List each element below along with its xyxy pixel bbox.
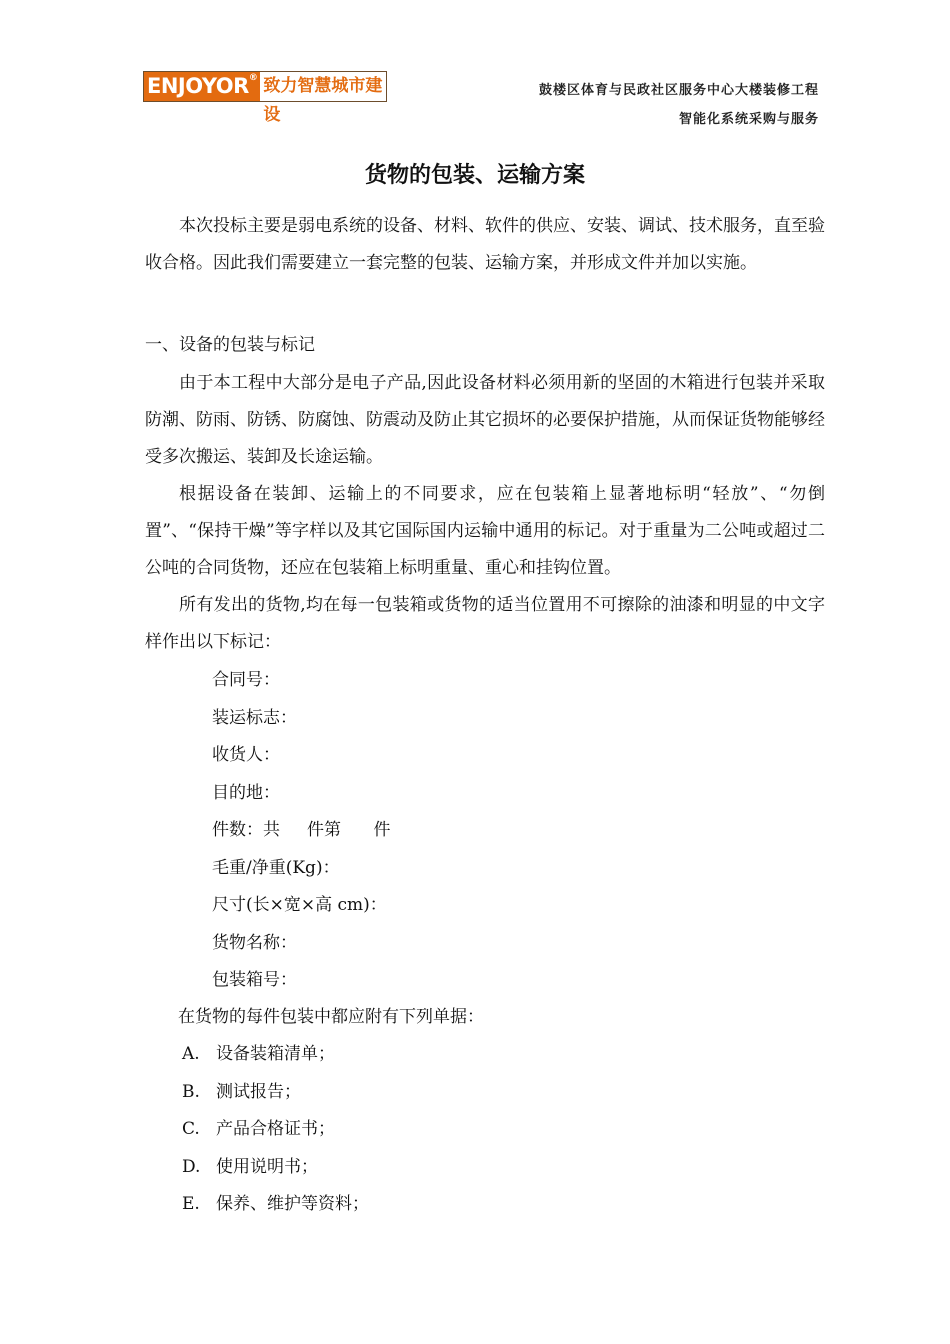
marking-paragraph: 根据设备在装卸、运输上的不同要求，应在包装箱上显著地标明“轻放”、“勿倒置”、“保持干燥”等字样以及其它国际国内运输中通用的标记。对于重量为二公吨或超过二公吨的合同货物，还应在包装箱上标明重量、重心和挂钩位置。 bbox=[145, 484, 825, 578]
list-item-text: 保养、维护等资料； bbox=[216, 1194, 369, 1214]
marking-field: 尺寸(长×宽×高 cm)： bbox=[212, 895, 387, 915]
intro-paragraph: 本次投标主要是弱电系统的设备、材料、软件的供应、安装、调试、技术服务，直至验收合格。因此我们需要建立一套完整的包装、运输方案，并形成文件并加以实施。 bbox=[145, 216, 825, 273]
documents-intro: 在货物的每件包装中都应附有下列单据： bbox=[178, 1007, 484, 1027]
list-item-letter: A. bbox=[182, 1044, 200, 1064]
marking-field: 件数：共 件第 件 bbox=[212, 820, 391, 840]
list-item-text: 使用说明书； bbox=[216, 1156, 318, 1177]
list-item bbox=[182, 1036, 369, 1074]
list-item-text: 设备装箱清单； bbox=[216, 1044, 335, 1064]
logo-brand-en: ENJOYOR® bbox=[144, 72, 260, 101]
project-title-line1: 鼓楼区体育与民政社区服务中心大楼装修工程 bbox=[538, 83, 819, 98]
list-item bbox=[182, 1149, 369, 1187]
section-heading: 一、设备的包装与标记 bbox=[145, 335, 315, 355]
company-logo bbox=[143, 71, 387, 125]
project-title-line2: 智能化系统采购与服务 bbox=[678, 112, 819, 127]
marking-field: 合同号： bbox=[212, 670, 280, 690]
list-item-letter: E. bbox=[182, 1194, 200, 1214]
list-item-text: 测试报告； bbox=[216, 1081, 301, 1102]
marking-field: 毛重/净重(Kg)： bbox=[212, 857, 340, 878]
marking-field-list bbox=[212, 662, 390, 1000]
list-item bbox=[182, 1111, 369, 1149]
marking-field: 货物名称： bbox=[212, 932, 297, 953]
labels-paragraph: 所有发出的货物,均在每一包装箱或货物的适当位置用不可擦除的油漆和明显的中文字样作出以下标记： bbox=[145, 595, 825, 652]
marking-field: 装运标志： bbox=[212, 707, 297, 728]
logo-brand-cn: 致力智慧城市建设 bbox=[263, 76, 383, 125]
page-title: 货物的包装、运输方案 bbox=[364, 163, 585, 188]
list-item-text: 产品合格证书； bbox=[216, 1119, 335, 1139]
marking-field: 收货人： bbox=[212, 745, 280, 765]
list-item-letter: B. bbox=[182, 1081, 200, 1102]
list-item-letter: C. bbox=[182, 1119, 200, 1139]
list-item bbox=[182, 1186, 369, 1224]
packaging-paragraph: 由于本工程中大部分是电子产品,因此设备材料必须用新的坚固的木箱进行包装并采取防潮、防雨、防锈、防腐蚀、防震动及防止其它损坏的必要保护措施，从而保证货物能够经受多次搬运、装卸及长途运输。 bbox=[145, 373, 825, 467]
list-item-letter: D. bbox=[182, 1156, 201, 1177]
marking-field: 包装箱号： bbox=[212, 970, 297, 990]
list-item bbox=[182, 1074, 369, 1112]
documents-list bbox=[182, 1036, 369, 1224]
marking-field: 目的地： bbox=[212, 782, 280, 803]
